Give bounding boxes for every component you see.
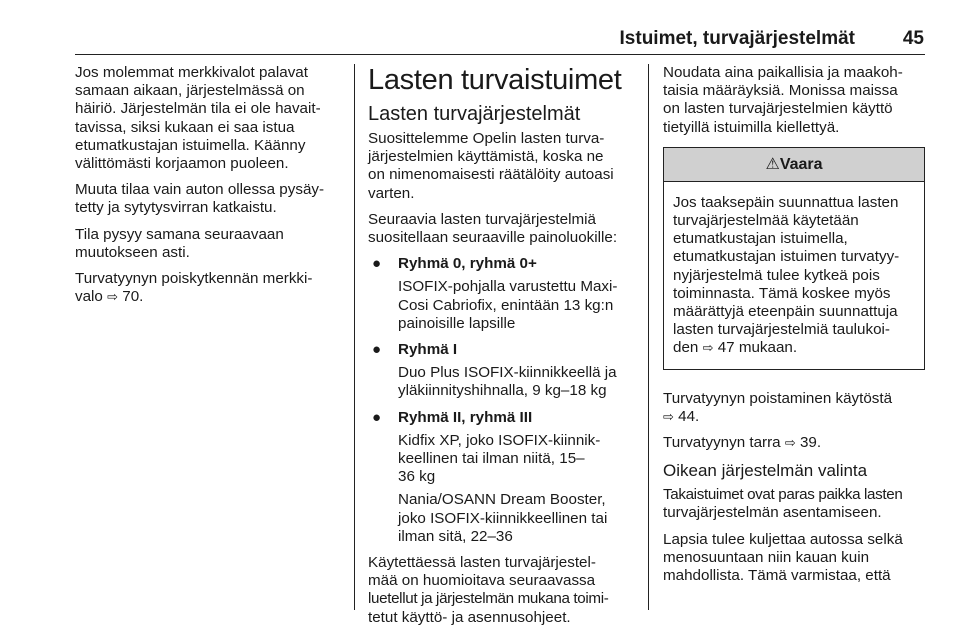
column-divider [648, 64, 649, 610]
paragraph: Turvatyynyn poiskytkennän merkki- valo ⇨ 70. [75, 270, 313, 306]
paragraph: Turvatyynyn poistaminen käytöstä ⇨ 44. [663, 389, 893, 425]
warning-title: Vaara [779, 155, 823, 173]
bullet-icon: ● [372, 408, 382, 426]
paragraph: Jos molemmat merkkivalot palavat samaan aikaan, järjestelmässä on häiriö. Järjestelmän tila ei ole havait- tavissa, siksi kukaan ei saa istua etumatkustajan istuimella. Käänny välittömästi korjaamon puoleen. [75, 64, 321, 173]
bullet-icon: ● [372, 341, 382, 359]
paragraph: Seuraavia lasten turvajärjestelmiä suositellaan seuraaville painoluokille: [368, 210, 618, 247]
page-number: 45 [902, 28, 924, 49]
paragraph: Muuta tilaa vain auton ollessa pysäy- tetty ja sytytysvirran katkaistu. [75, 181, 325, 217]
warning-text: Jos taaksepäin suunnattua lasten turvajärjestelmää käytetään etumatkustajan istuimella, etumatkustajan istuimen turvatyy- nyjärjestelmä tulee kytkeä pois toiminnasta. Tämä koskee myös määrättyjä eteenpäin suunnattuja lasten turvajärjestelmiä taulukoi- den ⇨ 47 mukaan. [673, 193, 900, 357]
header-title: Istuimet, turvajärjestelmät [619, 28, 855, 49]
warning-triangle-icon: ⚠ [765, 155, 780, 173]
paragraph: Turvatyynyn tarra ⇨ 39. [663, 434, 822, 452]
paragraph: Takaistuimet ovat paras paikka lasten turvajärjestelmän asentamiseen. [663, 486, 903, 522]
warning-header [664, 148, 924, 182]
page-reference-link[interactable]: 44. [678, 407, 700, 425]
subsection-heading: Oikean järjestelmän valinta [663, 461, 868, 481]
page-reference-link[interactable]: 47 mukaan. [717, 339, 798, 357]
paragraph: Noudata aina paikallisia ja maakoh- taisia määräyksiä. Monissa maissa on lasten turvajärjestelmien käyttö tietyillä istuimilla kiellettyä. [663, 64, 903, 136]
page-reference-link[interactable]: 39. [799, 434, 822, 452]
reference-arrow-icon: ⇨ [107, 289, 119, 305]
reference-arrow-icon: ⇨ [663, 408, 674, 424]
list-item: ● Ryhmä II, ryhmä III Kidfix XP, joko ISOFIX-kiinnik- keellinen tai ilman niitä, 15– 36 kg Nania/OSANN Dream Booster, joko ISOFIX-kiinnikkeellinen tai ilman sitä, 22–36 [372, 408, 608, 545]
paragraph: Tila pysyy samana seuraavaan muutokseen asti. [75, 225, 284, 261]
section-title: Lasten turvaistuimet [368, 64, 622, 96]
bullet-icon: ● [372, 255, 382, 273]
column-3 [663, 64, 925, 593]
column-1 [75, 64, 347, 314]
reference-arrow-icon: ⇨ [784, 435, 796, 451]
paragraph: Lapsia tulee kuljettaa autossa selkä menosuuntaan niin kauan kuin mahdollista. Tämä varmistaa, että [663, 530, 903, 585]
warning-box [663, 147, 925, 370]
reference-arrow-icon: ⇨ [702, 340, 714, 356]
page-reference-link[interactable]: 70. [122, 288, 144, 306]
list-item: ● Ryhmä 0, ryhmä 0+ ISOFIX-pohjalla varustettu Maxi- Cosi Cabriofix, enintään 13 kg:n painoisille lapsille [372, 255, 618, 332]
section-subtitle: Lasten turvajärjestelmät [368, 103, 581, 125]
column-2 [368, 64, 633, 635]
paragraph: Suosittelemme Opelin lasten turva- järjestelmien käyttämistä, koska ne on nimenomaisesti räätälöity autoasi varten. [368, 130, 614, 202]
page-header [75, 28, 925, 55]
column-divider [354, 64, 355, 610]
list-item: ● Ryhmä I Duo Plus ISOFIX-kiinnikkeellä ja yläkiinnityshihnalla, 9 kg–18 kg [372, 341, 617, 400]
paragraph: Käytettäessä lasten turvajärjestel- mää on huomioitava seuraavassa luetellut ja järjestelmän mukana toimi- tetut käyttö- ja asennusohjeet. [368, 554, 609, 626]
